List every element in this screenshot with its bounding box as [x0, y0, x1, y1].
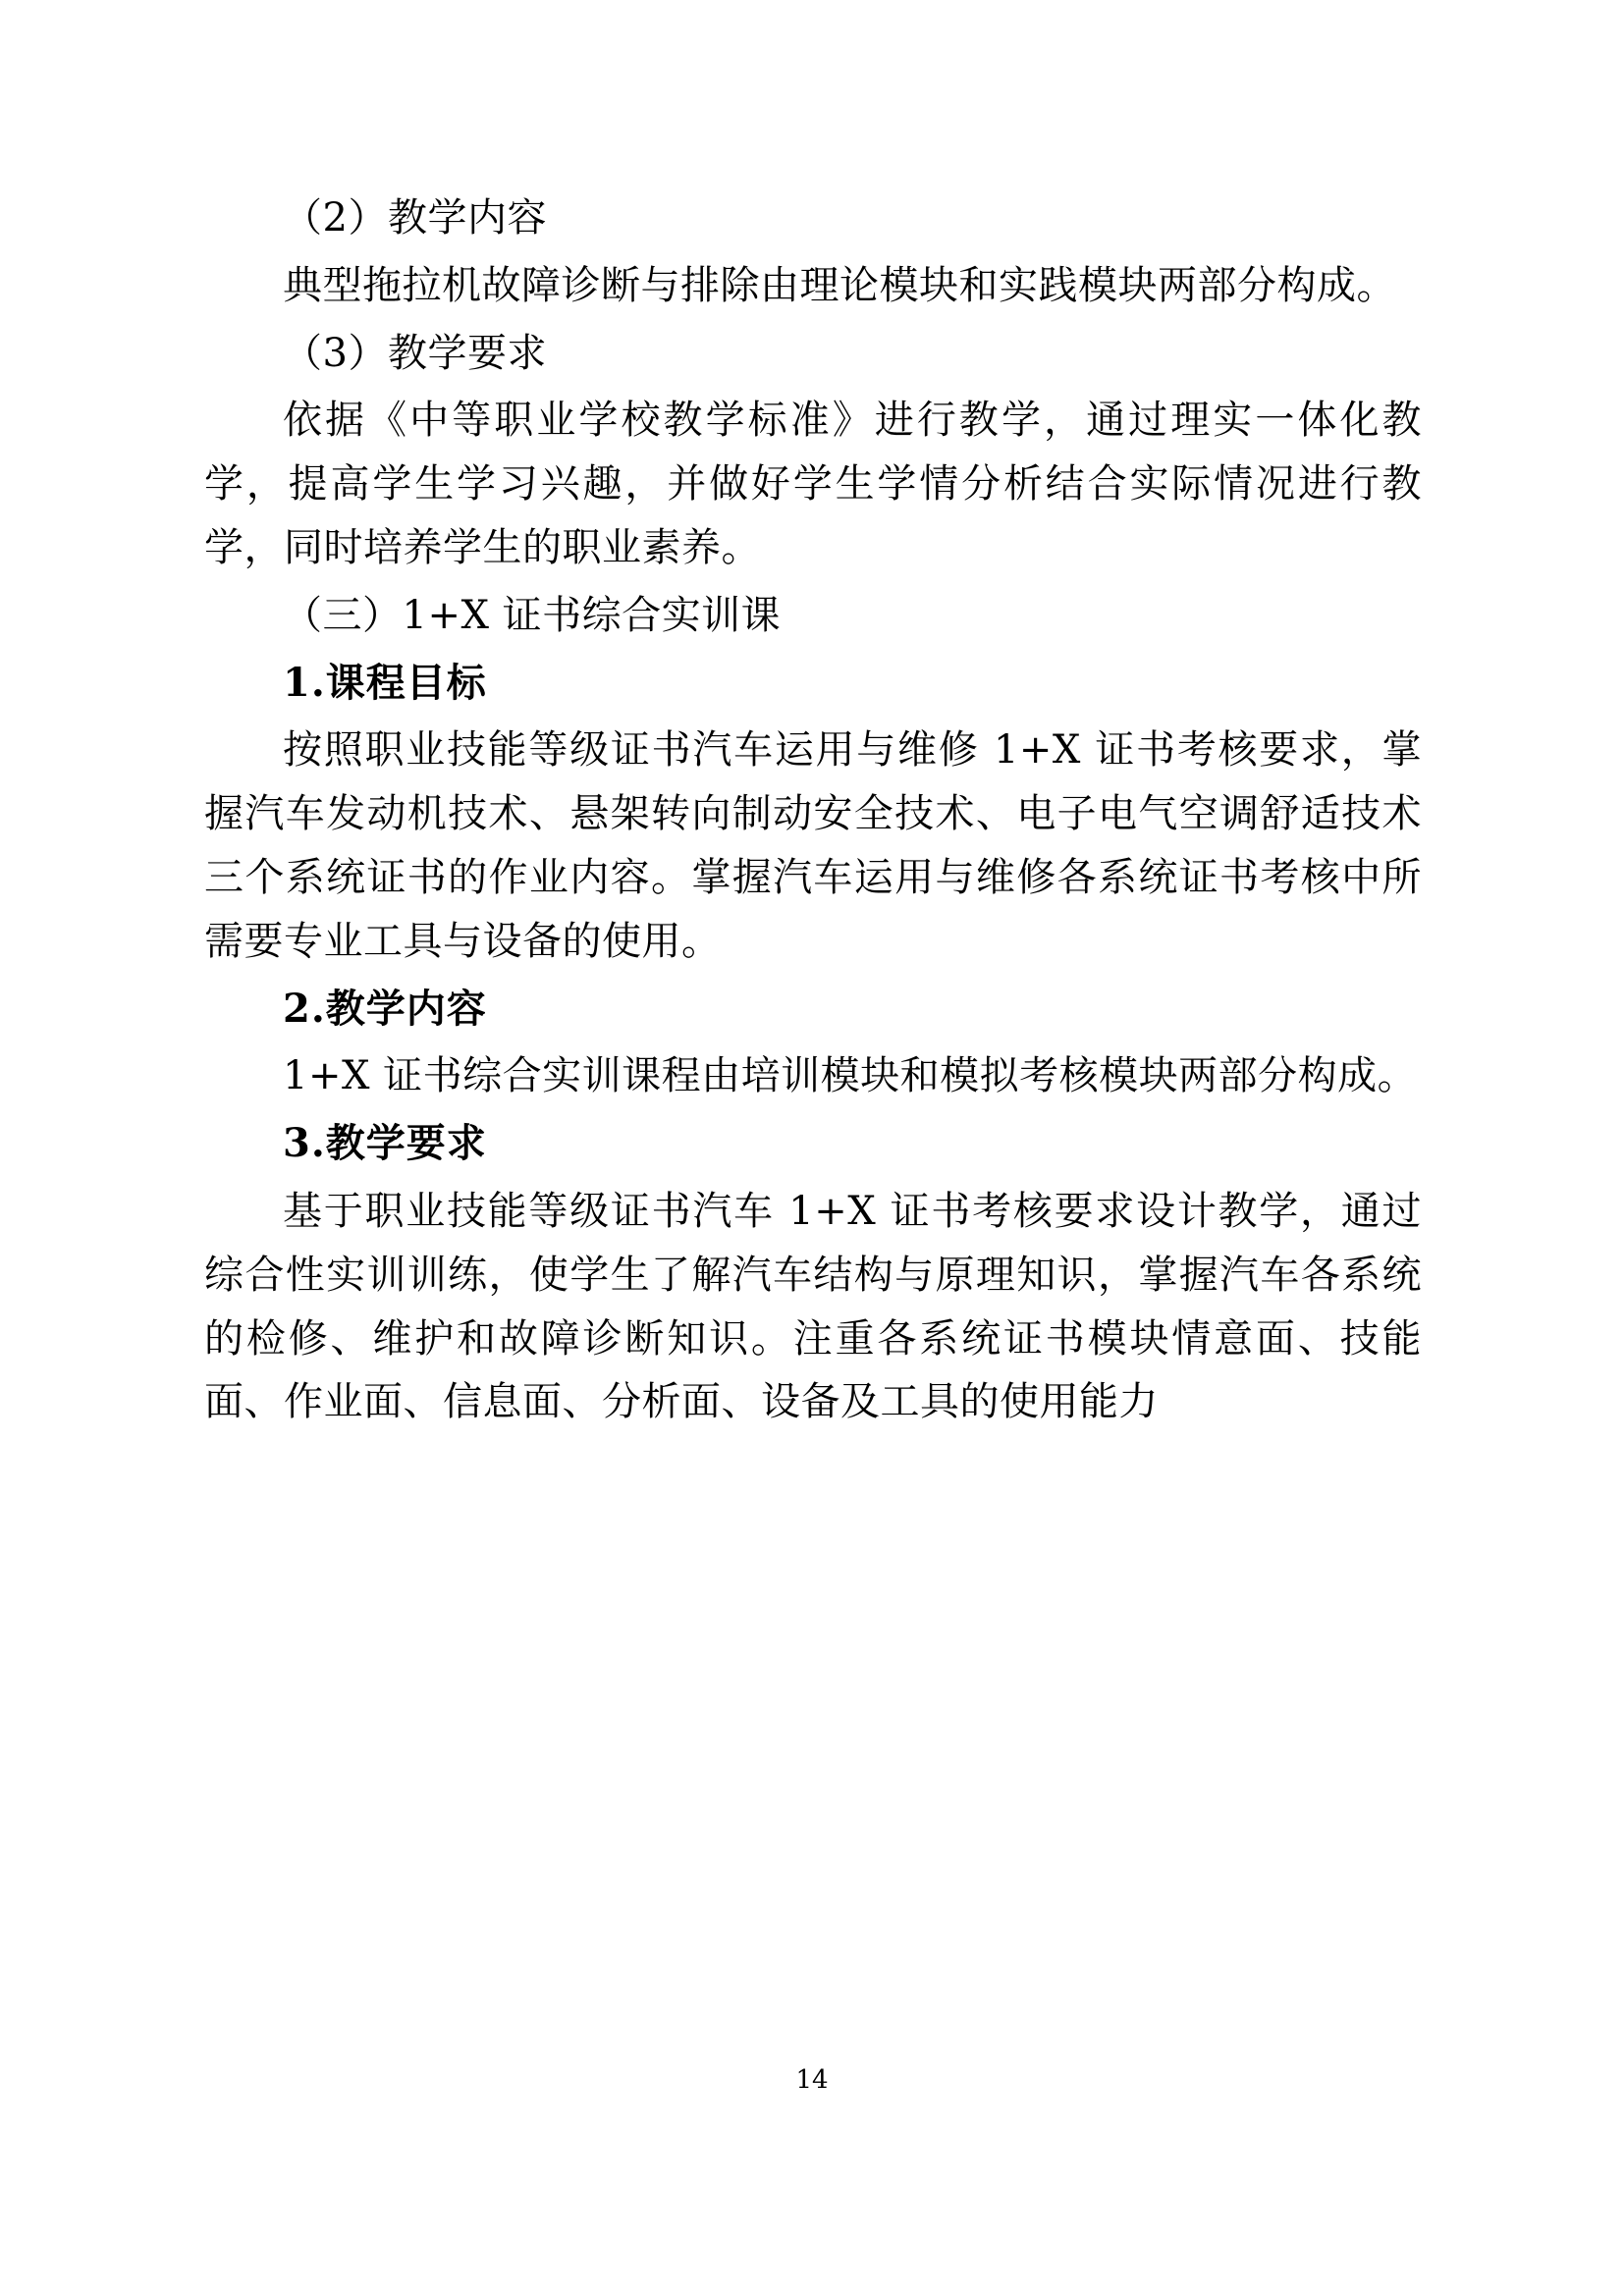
paragraph-course-objective-body: 按照职业技能等级证书汽车运用与维修 1+X 证书考核要求，掌握汽车发动机技术、悬架转向制动安全技术、电子电气空调舒适技术三个系统证书的作业内容。掌握汽车运用与维修各系统证书考核中所需要专业工具与设备的使用。 [204, 727, 1422, 964]
heading-teaching-requirement: 3.教学要求 [283, 1120, 487, 1167]
heading-teaching-content: 2.教学内容 [283, 985, 487, 1032]
paragraph-teaching-content-body: 典型拖拉机故障诊断与排除由理论模块和实践模块两部分构成。 [283, 262, 1396, 308]
paragraph-teaching-requirement-heading: （3）教学要求 [283, 330, 547, 376]
paragraph-teaching-requirement-body: 依据《中等职业学校教学标准》进行教学，通过理实一体化教学，提高学生学习兴趣，并做好学生学情分析结合实际情况进行教学，同时培养学生的职业素养。 [204, 398, 1422, 570]
paragraph-teaching-content-2-body: 1+X 证书综合实训课程由培训模块和模拟考核模块两部分构成。 [283, 1053, 1418, 1099]
heading-course-objective: 1.课程目标 [283, 659, 487, 706]
page-number: 14 [795, 2065, 829, 2095]
paragraph-teaching-content-heading: （2）教学内容 [283, 195, 547, 240]
section-heading-1x-certificate: （三）1+X 证书综合实训课 [283, 592, 782, 638]
page-body [204, 187, 1422, 1438]
paragraph-teaching-requirement-2-body: 基于职业技能等级证书汽车 1+X 证书考核要求设计教学，通过综合性实训训练，使学生了解汽车结构与原理知识，掌握汽车各系统的检修、维护和故障诊断知识。注重各系统证书模块情意面、技能面、作业面、信息面、分析面、设备及工具的使用能力 [204, 1188, 1422, 1425]
